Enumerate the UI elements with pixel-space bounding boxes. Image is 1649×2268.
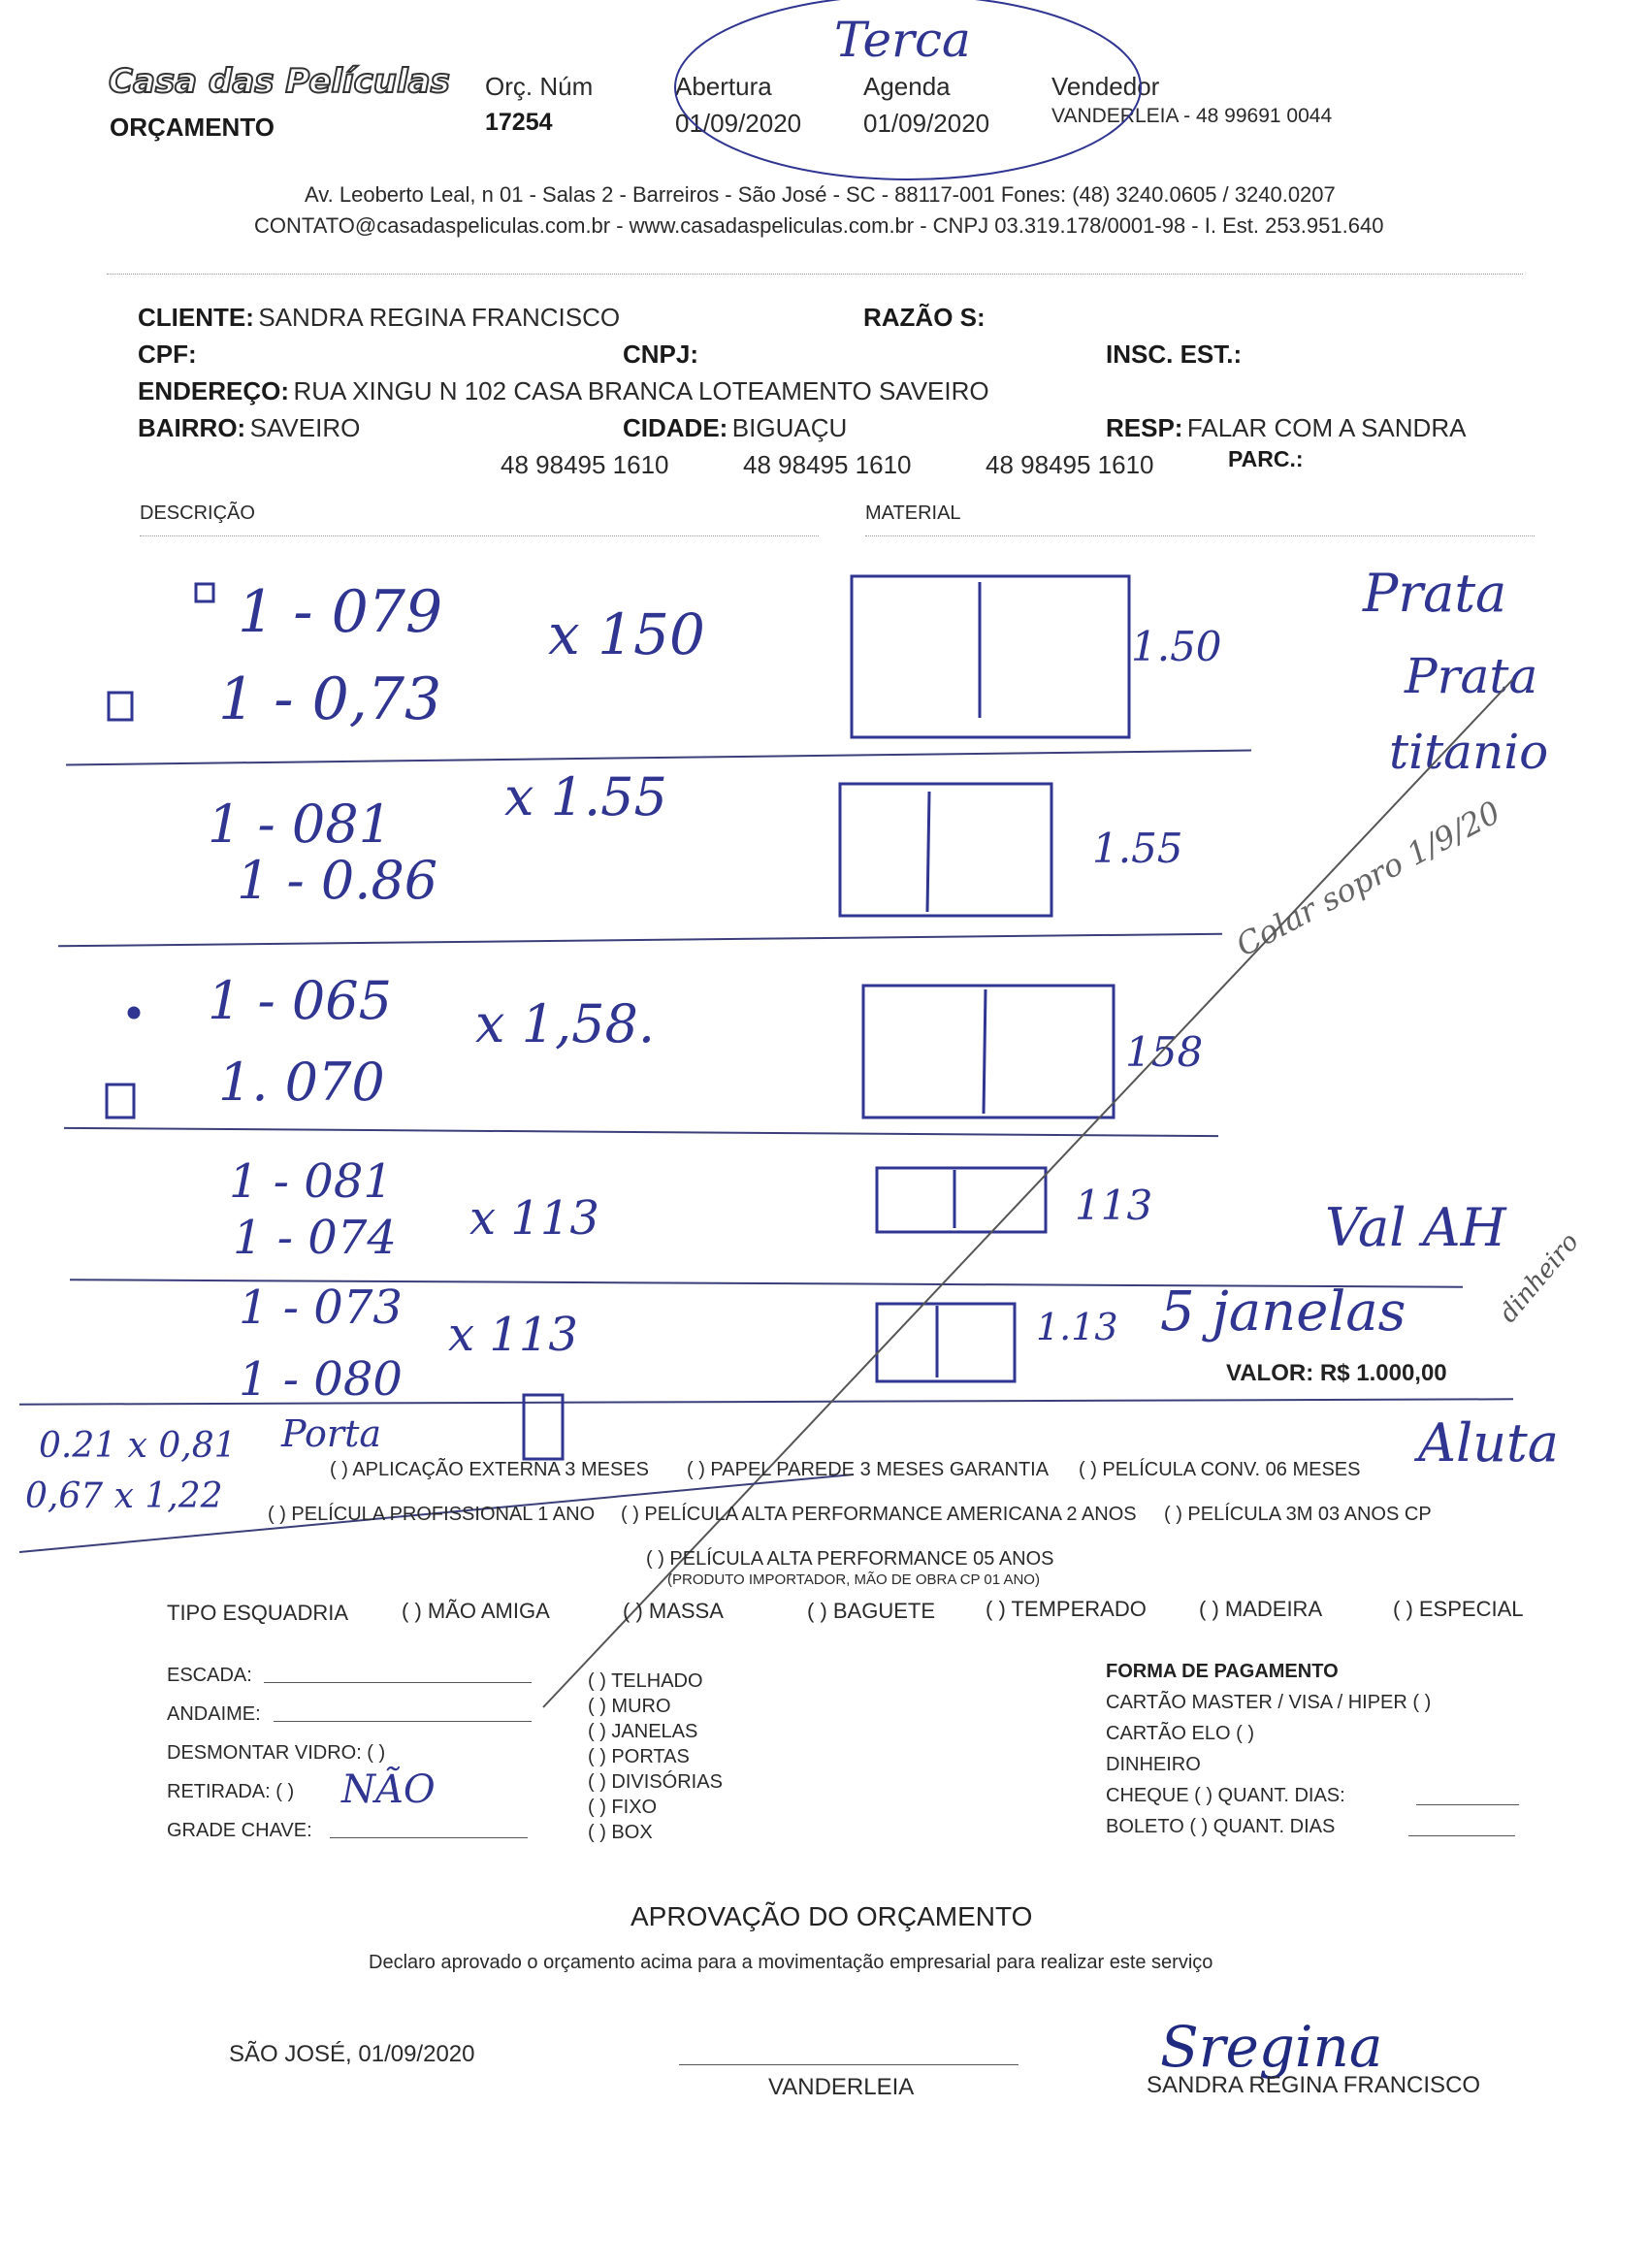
side-note-1: Prata [1363, 563, 1507, 624]
andaime-field[interactable]: ANDAIME: [167, 1703, 261, 1725]
cliente-sign-name: SANDRA REGINA FRANCISCO [1147, 2072, 1481, 2098]
escada-field[interactable]: ESCADA: [167, 1665, 252, 1686]
local-telhado[interactable]: ( ) TELHADO [588, 1670, 703, 1692]
andaime-line [274, 1721, 532, 1722]
local-janelas[interactable]: ( ) JANELAS [588, 1721, 698, 1742]
retirada-field[interactable]: RETIRADA: ( ) [167, 1781, 295, 1802]
contact-line: CONTATO@casadaspeliculas.com.br - www.casadaspeliculas.com.br - CNPJ 03.319.178/0001-98 - I. Est. 253.951.640 [254, 213, 1384, 238]
pagamento-boleto[interactable]: BOLETO ( ) QUANT. DIAS [1106, 1816, 1336, 1837]
porta-sketch [524, 1395, 563, 1459]
option-3m[interactable]: ( ) PELÍCULA 3M 03 ANOS CP [1164, 1504, 1432, 1525]
cidade-label: CIDADE: [623, 413, 728, 442]
material-header: MATERIAL [865, 502, 961, 524]
insc-label: INSC. EST.: [1106, 340, 1243, 369]
grade-field[interactable]: GRADE CHAVE: [167, 1820, 312, 1841]
row1-measure: 1.50 [1131, 623, 1222, 670]
abertura-date: 01/09/2020 [675, 109, 802, 138]
esquadria-baguete[interactable]: ( ) BAGUETE [807, 1599, 936, 1623]
pagamento-cartao-master[interactable]: CARTÃO MASTER / VISA / HIPER ( ) [1106, 1692, 1432, 1713]
desmontar-field[interactable]: DESMONTAR VIDRO: ( ) [167, 1742, 386, 1764]
esquadria-temperado[interactable]: ( ) TEMPERADO [986, 1597, 1147, 1621]
local-portas[interactable]: ( ) PORTAS [588, 1746, 690, 1767]
doc-type-title: ORÇAMENTO [110, 113, 275, 142]
option-aplicacao-externa[interactable]: ( ) APLICAÇÃO EXTERNA 3 MESES [330, 1459, 649, 1480]
cheque-dias-line [1416, 1804, 1519, 1805]
pagamento-cheque[interactable]: CHEQUE ( ) QUANT. DIAS: [1106, 1785, 1345, 1806]
local-data: SÃO JOSÉ, 01/09/2020 [229, 2041, 475, 2067]
option-alta-05-sub: (PRODUTO IMPORTADOR, MÃO DE OBRA CP 01 ANO) [667, 1571, 1040, 1588]
vendedor-sign-name: VANDERLEIA [768, 2074, 915, 2100]
company-logo: Casa das Películas [109, 62, 450, 101]
local-fixo[interactable]: ( ) FIXO [588, 1797, 658, 1818]
side-note-2: Prata [1405, 648, 1538, 704]
window-sketch-4 [877, 1168, 1046, 1232]
abertura-label: Abertura [675, 72, 772, 101]
row3-desc-b: 1. 070 [218, 1052, 385, 1113]
endereco-value: RUA XINGU N 102 CASA BRANCA LOTEAMENTO SAVEIRO [293, 376, 989, 405]
vendedor-label: Vendedor [1051, 72, 1160, 101]
resp-label: RESP: [1106, 413, 1183, 442]
vendedor-value: VANDERLEIA - 48 99691 0044 [1051, 105, 1333, 127]
cliente-label: CLIENTE: [138, 303, 254, 332]
option-pelicula-conv[interactable]: ( ) PELÍCULA CONV. 06 MESES [1079, 1459, 1361, 1480]
esquadria-massa[interactable]: ( ) MASSA [623, 1599, 724, 1623]
orc-number: 17254 [485, 109, 553, 136]
row2-measure: 1.55 [1092, 825, 1183, 872]
row1-desc-a: 1 - 079 [238, 578, 443, 646]
cliente-signature: Sregina [1160, 2014, 1383, 2080]
aprovacao-declaro: Declaro aprovado o orçamento acima para a movimentação empresarial para realizar este serviço [369, 1952, 1213, 1973]
row5-desc-b: 1 - 080 [239, 1352, 403, 1407]
escada-line [264, 1682, 532, 1683]
option-alta-americana[interactable]: ( ) PELÍCULA ALTA PERFORMANCE AMERICANA 2 ANOS [621, 1504, 1137, 1525]
vendedor-sign-line [679, 2064, 1018, 2065]
aluta-note: Aluta [1418, 1412, 1559, 1474]
window-sketch-2 [840, 784, 1051, 916]
orc-label: Orç. Núm [485, 72, 594, 101]
row1-checkbox-a [196, 584, 213, 601]
agenda-date: 01/09/2020 [863, 109, 990, 138]
pagamento-cartao-elo[interactable]: CARTÃO ELO ( ) [1106, 1723, 1254, 1744]
top-handwritten-note: Terca [834, 12, 971, 68]
parc-label: PARC.: [1228, 446, 1304, 471]
grade-line [330, 1837, 528, 1838]
row4-desc-b: 1 - 074 [233, 1211, 397, 1265]
pagamento-title: FORMA DE PAGAMENTO [1106, 1661, 1339, 1682]
row3-desc-a: 1 - 065 [208, 970, 393, 1031]
descricao-header: DESCRIÇÃO [140, 502, 255, 524]
valor-total: VALOR: R$ 1.000,00 [1226, 1360, 1447, 1386]
extra-note-1: 0.21 x 0,81 [39, 1426, 237, 1466]
row5-desc-a: 1 - 073 [239, 1280, 403, 1335]
phone-1: 48 98495 1610 [501, 450, 669, 479]
window-sketch-5 [877, 1304, 1015, 1381]
row3-measure: 158 [1125, 1028, 1204, 1076]
agenda-circle [675, 0, 1141, 179]
dinheiro-note: dinheiro [1494, 1227, 1585, 1329]
retirada-nao-note: NÃO [341, 1767, 436, 1812]
option-papel-parede[interactable]: ( ) PAPEL PAREDE 3 MESES GARANTIA [687, 1459, 1050, 1480]
row3-mult: x 1,58. [475, 993, 656, 1054]
local-muro[interactable]: ( ) MURO [588, 1696, 671, 1717]
janelas-note: 5 janelas [1160, 1280, 1406, 1344]
row4-mult: x 113 [469, 1191, 599, 1246]
extra-note-2: 0,67 x 1,22 [25, 1476, 223, 1516]
cnpj-label: CNPJ: [623, 340, 699, 369]
row2-desc-b: 1 - 0.86 [237, 850, 438, 911]
agenda-label: Agenda [863, 72, 951, 101]
row3-checkbox-b [107, 1085, 134, 1118]
razao-label: RAZÃO S: [863, 303, 986, 332]
row1-desc-b: 1 - 0,73 [218, 665, 442, 733]
window-sketch-3 [863, 986, 1114, 1118]
row5-mult: x 113 [448, 1308, 578, 1362]
address-line: Av. Leoberto Leal, n 01 - Salas 2 - Barreiros - São José - SC - 88117-001 Fones: (48) 3240.0605 / 3240.0207 [305, 182, 1336, 207]
resp-value: FALAR COM A SANDRA [1186, 413, 1467, 442]
aprovacao-title: APROVAÇÃO DO ORÇAMENTO [630, 1901, 1033, 1931]
row4-measure: 113 [1075, 1182, 1153, 1229]
extra-note-3: Porta [281, 1412, 381, 1455]
row1-mult: x 150 [548, 601, 705, 667]
esquadria-label: TIPO ESQUADRIA [167, 1601, 349, 1625]
esquadria-madeira[interactable]: ( ) MADEIRA [1199, 1597, 1323, 1621]
diagonal-note: Colar sopro 1/9/20 [1230, 794, 1506, 964]
row4-desc-a: 1 - 081 [229, 1154, 393, 1209]
bairro-value: SAVEIRO [249, 413, 361, 442]
row3-dot [129, 1008, 139, 1018]
side-note-3: titanio [1389, 724, 1549, 780]
esquadria-especial[interactable]: ( ) ESPECIAL [1393, 1597, 1524, 1621]
bairro-label: BAIRRO: [138, 413, 246, 442]
boleto-dias-line [1408, 1835, 1515, 1836]
cidade-value: BIGUAÇU [731, 413, 848, 442]
row2-desc-a: 1 - 081 [208, 794, 393, 855]
phone-3: 48 98495 1610 [986, 450, 1154, 479]
phone-2: 48 98495 1610 [743, 450, 912, 479]
window-sketch-1 [852, 576, 1129, 737]
row1-checkbox-b [109, 693, 132, 720]
cliente-value: SANDRA REGINA FRANCISCO [258, 303, 621, 332]
option-pelicula-profissional[interactable]: ( ) PELÍCULA PROFISSIONAL 1 ANO [268, 1504, 596, 1525]
option-alta-05[interactable]: ( ) PELÍCULA ALTA PERFORMANCE 05 ANOS [646, 1548, 1054, 1570]
row5-measure: 1.13 [1036, 1306, 1118, 1348]
val-ah-note: Val AH [1325, 1197, 1506, 1258]
cpf-label: CPF: [138, 340, 197, 369]
row2-mult: x 1.55 [504, 766, 667, 827]
pagamento-dinheiro[interactable]: DINHEIRO [1106, 1754, 1201, 1775]
endereco-label: ENDEREÇO: [138, 376, 290, 405]
item-markers [107, 584, 213, 1118]
local-box[interactable]: ( ) BOX [588, 1822, 653, 1843]
local-divisorias[interactable]: ( ) DIVISÓRIAS [588, 1771, 723, 1793]
esquadria-mao-amiga[interactable]: ( ) MÃO AMIGA [402, 1599, 550, 1623]
